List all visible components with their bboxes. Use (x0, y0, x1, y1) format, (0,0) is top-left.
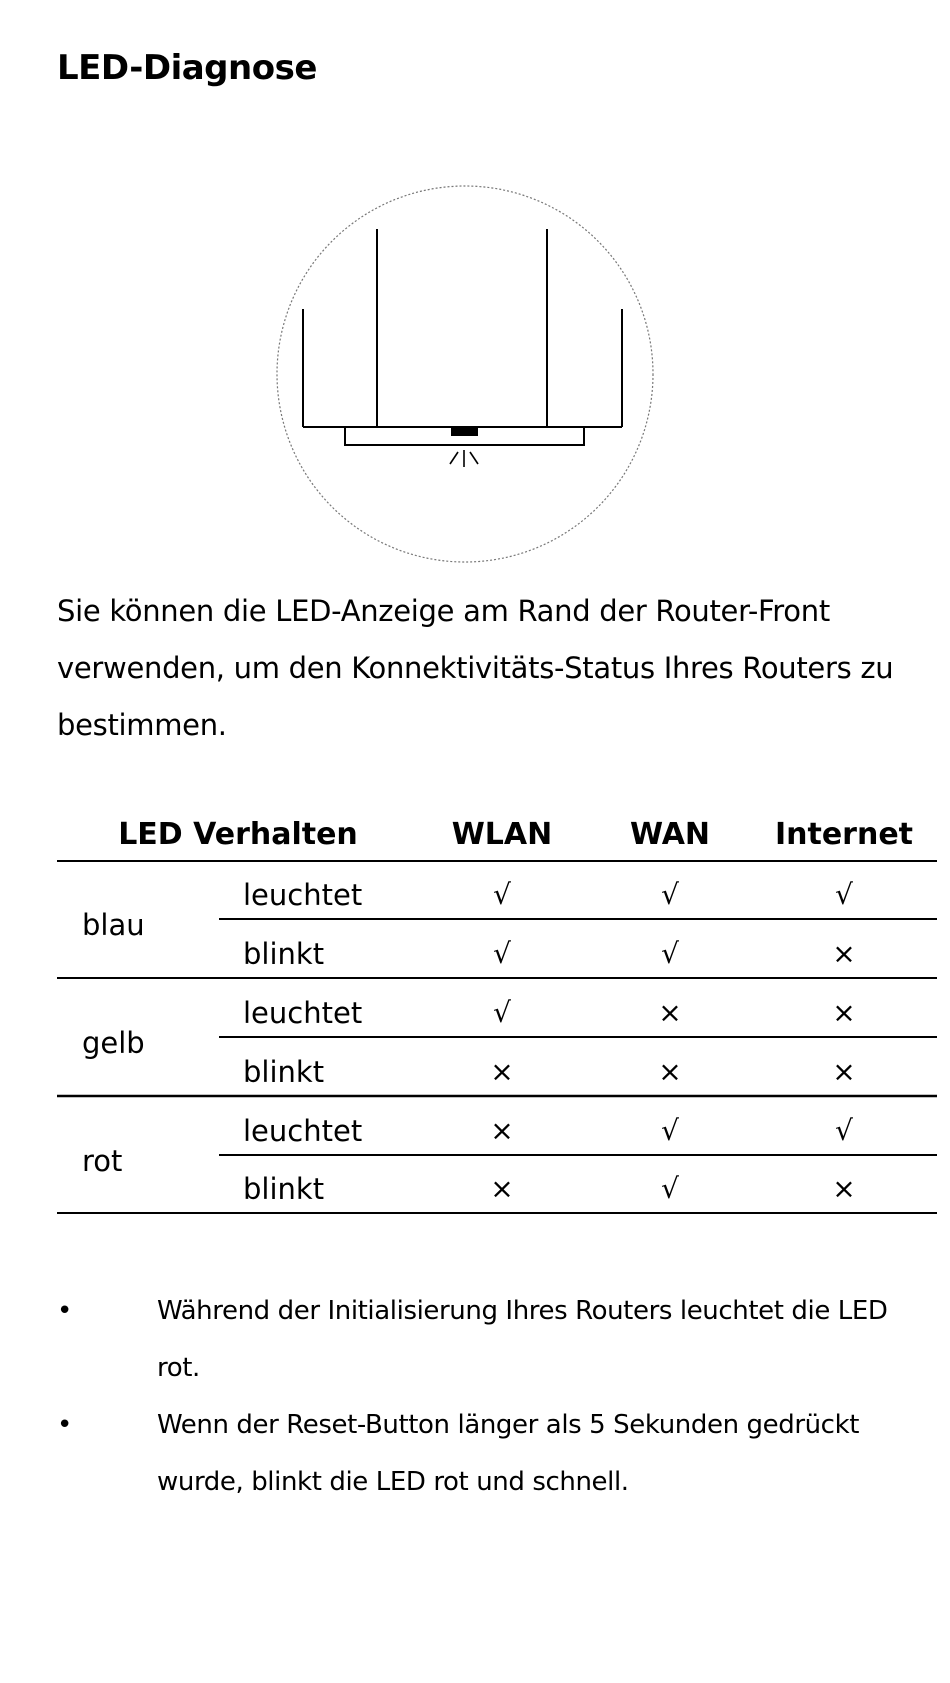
wlan-status: × (490, 1172, 514, 1205)
table-group-rot (82, 1114, 856, 1206)
internet-status: × (832, 1055, 856, 1088)
led-color-label: rot (82, 1144, 123, 1178)
wan-status: √ (661, 878, 679, 911)
router-icon (270, 183, 660, 565)
wan-status: √ (661, 1172, 679, 1205)
led-status-table (57, 810, 937, 1215)
note-text: Wenn der Reset-Button länger als 5 Sekunden gedrückt wurde, blinkt die LED rot und schnell. (157, 1410, 860, 1497)
notes-list (57, 1283, 937, 1511)
router-body (303, 229, 622, 445)
led-state-label: leuchtet (243, 1114, 363, 1148)
bullet-icon: • (57, 1296, 72, 1326)
table-group-blau (82, 878, 856, 971)
led-state-label: blinkt (243, 1172, 325, 1206)
bullet-icon: • (57, 1410, 72, 1440)
led-indicator-icon (450, 427, 478, 467)
internet-status: × (832, 996, 856, 1029)
intro-paragraph: Sie können die LED-Anzeige am Rand der Router-Front verwenden, um den Konnektivitäts-Status Ihres Routers zu bestimmen. (57, 594, 894, 742)
internet-status: × (832, 1172, 856, 1205)
led-state-label: leuchtet (243, 996, 363, 1030)
wlan-status: √ (493, 937, 511, 970)
wlan-status: √ (493, 996, 511, 1029)
table-row (243, 996, 856, 1030)
table-row (243, 1172, 856, 1206)
list-item (57, 1283, 937, 1397)
led-state-label: leuchtet (243, 878, 363, 912)
wan-status: √ (661, 1114, 679, 1147)
table-header (118, 817, 913, 852)
table-rules (57, 861, 937, 1213)
wlan-status: × (490, 1055, 514, 1088)
internet-status: × (832, 937, 856, 970)
table-row (243, 1114, 853, 1148)
led-color-label: blau (82, 908, 145, 942)
header-wlan: WLAN (451, 817, 553, 852)
wan-status: × (658, 996, 682, 1029)
table-row (243, 1055, 856, 1089)
internet-status: √ (835, 878, 853, 911)
header-led-behavior: LED Verhalten (118, 817, 358, 852)
led-state-label: blinkt (243, 1055, 325, 1089)
illustration-circle (277, 186, 653, 562)
list-item (57, 1397, 937, 1511)
led-color-label: gelb (82, 1026, 145, 1060)
table-group-gelb (82, 996, 856, 1089)
header-wan: WAN (629, 817, 711, 852)
wan-status: × (658, 1055, 682, 1088)
internet-status: √ (835, 1114, 853, 1147)
table-row (243, 937, 856, 971)
wlan-status: × (490, 1114, 514, 1147)
note-text: Während der Initialisierung Ihres Routers leuchtet die LED rot. (157, 1296, 888, 1383)
wan-status: √ (661, 937, 679, 970)
table-row (243, 878, 853, 912)
header-internet: Internet (774, 817, 914, 852)
wlan-status: √ (493, 878, 511, 911)
led-state-label: blinkt (243, 937, 325, 971)
page-title: LED-Diagnose (57, 48, 317, 88)
